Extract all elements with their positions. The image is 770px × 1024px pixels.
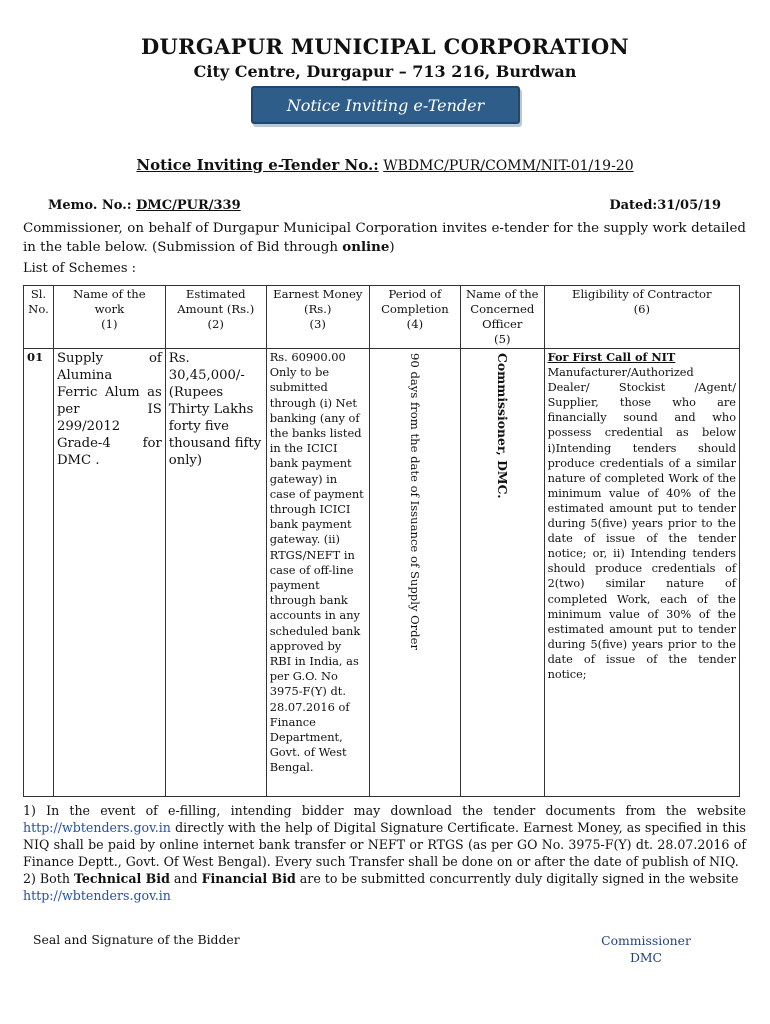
commissioner-signature [586, 932, 706, 966]
intro-close: ) [389, 240, 395, 255]
eligibility-text: Manufacturer/Authorized Dealer/ Stockist /Agent/ Supplier, those who are financially sound and who possess credential as below i)Intending tenders should produce credentials of a similar nature of completed Work of the minimum value of 40% of the estimated amount put to tender during 5(five) years prior to the date of issue of the tender notice; or, ii) Intending tenders should produce credentials of 2(two) similar nature of completed Work, each of the minimum value of 30% of the estimated amount put to tender during 5(five) years prior to the date of issue of the tender notice; [547, 366, 736, 681]
cell-officer [460, 349, 544, 797]
memo-date: Dated:31/05/19 [609, 198, 721, 213]
memo-line [48, 198, 241, 213]
header-eligibility: Eligibility of Contractor (6) [544, 286, 739, 349]
cell-name-of-work: Supply of Alumina Ferric Alum as per IS 299/2012 Grade-4 for DMC . [53, 349, 165, 797]
bidder-signature-label: Seal and Signature of the Bidder [33, 932, 240, 947]
memo-label: Memo. No.: [48, 198, 132, 213]
header-name-of-work: Name of the work (1) [53, 286, 165, 349]
intro-emphasis: online [342, 239, 390, 255]
list-label: List of Schemes : [23, 261, 137, 276]
note-2: 2) Both Technical Bid and Financial Bid are to be submitted concurrently duly digitally signed in the website http://wbtenders.gov.in [23, 871, 739, 903]
notice-label: Notice Inviting e-Tender No.: [136, 156, 379, 174]
wbtenders-link-2[interactable]: http://wbtenders.gov.in [23, 888, 171, 903]
table-header-row [24, 286, 740, 349]
cell-estimated-amount: Rs. 30,45,000/- (Rupees Thirty Lakhs forty five thousand fifty only) [165, 349, 266, 797]
header-earnest-money: Earnest Money (Rs.) (3) [266, 286, 369, 349]
intro-text: Commissioner, on behalf of Durgapur Municipal Corporation invites e-tender for the supply work detailed in the table below. (Submission of Bid through [23, 221, 746, 255]
notice-banner: Notice Inviting e-Tender [251, 86, 520, 124]
header-officer: Name of the Concerned Officer (5) [460, 286, 544, 349]
cell-eligibility [544, 349, 739, 797]
schemes-table [23, 285, 740, 797]
header-period: Period of Completion (4) [369, 286, 460, 349]
table-row [24, 349, 740, 797]
memo-number: DMC/PUR/339 [136, 198, 241, 213]
note-1: 1) In the event of e-filling, intending bidder may download the tender documents from the website http://wbtenders.gov.in directly with the help of Digital Signature Certificate. Earnest Money, as specified in this NIQ shall be paid by online internet bank transfer or NEFT or RTGS (as per GO No. 3975-F(Y) dt. 28.07.2016 of Finance Deptt., Govt. Of West Bengal). Every such Transfer shall be done on or after the date of publish of NIQ. [23, 803, 746, 869]
commissioner-title: Commissioner [601, 933, 691, 948]
notice-number: WBDMC/PUR/COMM/NIT-01/19-20 [383, 158, 634, 174]
wbtenders-link[interactable]: http://wbtenders.gov.in [23, 820, 171, 835]
header-sl: Sl. No. [24, 286, 54, 349]
notes [23, 802, 746, 904]
commissioner-org: DMC [629, 950, 663, 965]
intro-paragraph [23, 219, 746, 257]
cell-sl: 01 [24, 349, 54, 797]
org-title: DURGAPUR MUNICIPAL CORPORATION [141, 34, 629, 59]
header-estimated-amount: Estimated Amount (Rs.) (2) [165, 286, 266, 349]
cell-period [369, 349, 460, 797]
officer-text: Commissioner, DMC. [494, 353, 510, 499]
cell-earnest-money: Rs. 60900.00 Only to be submitted through (i) Net banking (any of the banks listed in the ICICI bank payment gateway) in case of payment through ICICI bank payment gateway. (ii) RTGS/NEFT in case of off-line payment through bank accounts in any scheduled bank approved by RBI in India, as per G.O. No 3975-F(Y) dt. 28.07.2016 of Finance Department, Govt. of West Bengal. [266, 349, 369, 797]
org-address: City Centre, Durgapur – 713 216, Burdwan [193, 62, 577, 81]
eligibility-title: For First Call of NIT [547, 350, 676, 364]
notice-number-line [0, 156, 770, 174]
period-text: 90 days from the date of Issuance of Supply Order [407, 353, 422, 651]
